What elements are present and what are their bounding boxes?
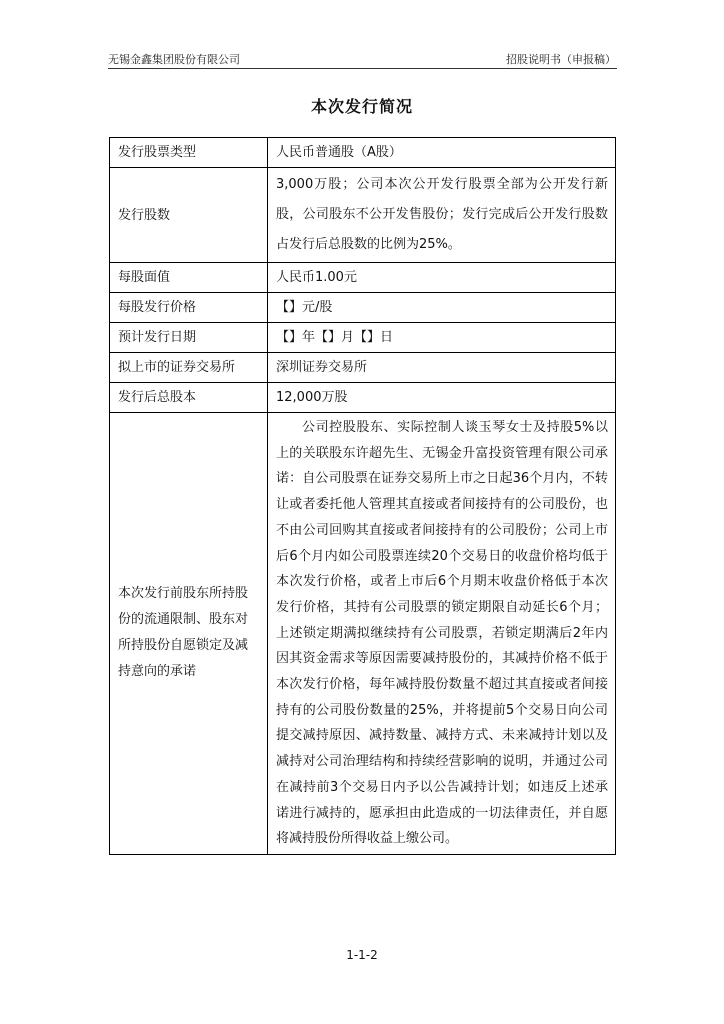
row-label-lockup-commitment: 本次发行前股东所持股份的流通限制、股东对所持股份自愿锁定及减持意向的承诺 <box>110 413 268 855</box>
table-row <box>110 383 616 413</box>
table-row <box>110 353 616 383</box>
page-title: 本次发行简况 <box>310 97 413 116</box>
table-row <box>110 323 616 353</box>
row-label-issue-price: 每股发行价格 <box>110 293 268 323</box>
row-value-share-type: 人民币普通股（A股） <box>268 138 616 168</box>
row-value-par-value: 人民币1.00元 <box>268 263 616 293</box>
row-label-share-count: 发行股数 <box>110 168 268 263</box>
table-row <box>110 263 616 293</box>
offering-summary-table <box>109 137 616 855</box>
header-document-type: 招股说明书（申报稿） <box>506 53 616 66</box>
row-value-issue-price: 【】元/股 <box>268 293 616 323</box>
table-row <box>110 413 616 855</box>
row-label-issue-date: 预计发行日期 <box>110 323 268 353</box>
row-value-share-count: 3,000万股；公司本次公开发行股票全部为公开发行新股，公司股东不公开发售股份；发行完成后公开发行股数占发行后总股数的比例为25%。 <box>268 168 616 263</box>
row-value-lockup-commitment <box>268 413 616 855</box>
row-value-issue-date: 【】年【】月【】日 <box>268 323 616 353</box>
header-company-name: 无锡金鑫集团股份有限公司 <box>108 53 240 66</box>
table-row <box>110 168 616 263</box>
page-number: 1-1-2 <box>346 948 378 962</box>
table-row <box>110 293 616 323</box>
row-value-exchange: 深圳证券交易所 <box>268 353 616 383</box>
lockup-commitment-text: 公司控股股东、实际控制人谈玉琴女士及持股5%以上的关联股东许超先生、无锡金升富投资管理有限公司承诺：自公司股票在证券交易所上市之日起36个月内，不转让或者委托他人管理其直接或者间接持有的公司股份，也不由公司回购其直接或者间接持有的公司股份；公司上市后6个月内如公司股票连续20个交易日的收盘价格均低于本次发行价格，或者上市后6个月期末收盘价格低于本次发行价格，其持有公司股票的锁定期限自动延长6个月；上述锁定期满拟继续持有公司股票，若锁定期满后2年内因其资金需求等原因需要减持股份的，其减持价格不低于本次发行价格，每年减持股份数量不超过其直接或者间接持有的公司股份数量的25%，并将提前5个交易日向公司提交减持原因、减持数量、减持方式、未来减持计划以及减持对公司治理结构和持续经营影响的说明，并通过公司在减持前3个交易日内予以公告减持计划；如违反上述承诺进行减持的，愿承担由此造成的一切法律责任，并自愿将减持股份所得收益上缴公司。 <box>276 420 608 847</box>
row-label-par-value: 每股面值 <box>110 263 268 293</box>
row-value-total-shares: 12,000万股 <box>268 383 616 413</box>
table-row <box>110 138 616 168</box>
row-label-exchange: 拟上市的证券交易所 <box>110 353 268 383</box>
row-label-share-type: 发行股票类型 <box>110 138 268 168</box>
header-divider <box>108 68 617 69</box>
row-label-total-shares: 发行后总股本 <box>110 383 268 413</box>
